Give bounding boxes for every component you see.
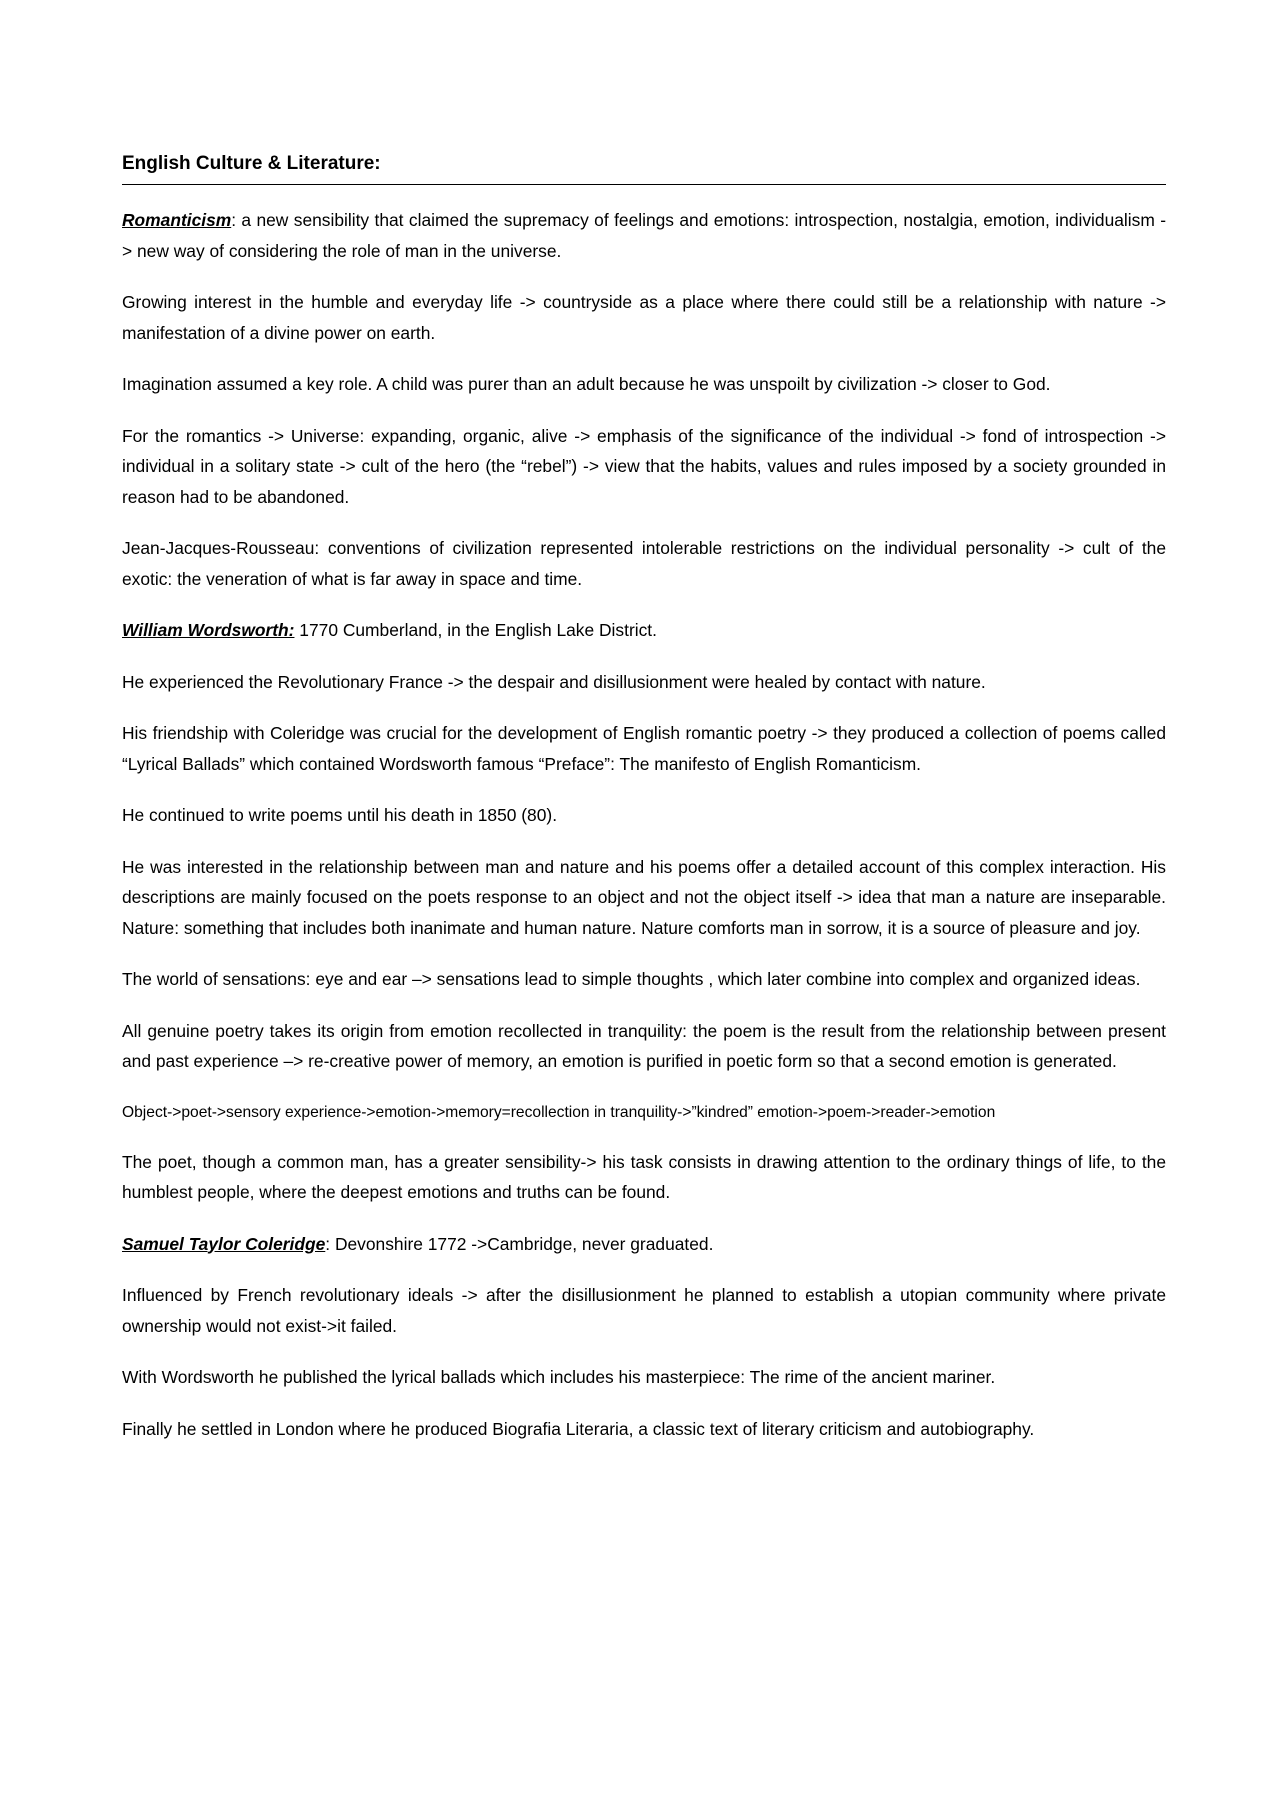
- paragraph: For the romantics -> Universe: expanding, organic, alive -> emphasis of the significance of the individual -> fond of introspection -> individual in a solitary state -> cult of the hero (the “rebel”) -> view that the habits, values and rules imposed by a society grounded in reason had to be abandoned.: [122, 425, 1166, 507]
- paragraph-text: 1770 Cumberland, in the English Lake District.: [294, 620, 657, 640]
- paragraph: He was interested in the relationship between man and nature and his poems offer a detailed account of this complex interaction. His descriptions are mainly focused on the poets response to an object and not the object itself -> idea that man a nature are inseparable. Nature: something that includes both inanimate and human nature. Nature comforts man in sorrow, it is a source of pleasure and joy.: [122, 856, 1166, 938]
- term-william-wordsworth: William Wordsworth:: [122, 620, 295, 640]
- paragraph: Influenced by French revolutionary ideals -> after the disillusionment he planned to establish a utopian community where private ownership would not exist->it failed.: [122, 1285, 1166, 1336]
- paragraph: His friendship with Coleridge was crucial for the development of English romantic poetry -> they produced a collection of poems called “Lyrical Ballads” which contained Wordsworth famous “Preface”: The manifesto of English Romanticism.: [122, 723, 1166, 774]
- term-samuel-taylor-coleridge: Samuel Taylor Coleridge: [122, 1233, 326, 1254]
- paragraph: The poet, though a common man, has a greater sensibility-> his task consists in drawing attention to the ordinary things of life, to the humblest people, where the deepest emotions and truths can be found.: [122, 1151, 1166, 1202]
- term-romanticism: Romanticism: [122, 210, 232, 230]
- document-page: [122, 150, 1166, 1465]
- paragraph: Jean-Jacques-Rousseau: conventions of civilization represented intolerable restrictions on the individual personality -> cult of the exotic: the veneration of what is far away in space and time.: [122, 538, 1166, 589]
- paragraph-text: : a new sensibility that claimed the supremacy of feelings and emotions: introspection, nostalgia, emotion, individualism -> new way of considering the role of man in the universe.: [122, 210, 1166, 261]
- paragraph: He continued to write poems until his death in 1850 (80).: [122, 805, 558, 825]
- paragraph: All genuine poetry takes its origin from emotion recollected in tranquility: the poem is the result from the relationship between present and past experience –> re-creative power of memory, an emotion is purified in poetic form so that a second emotion is generated.: [122, 1020, 1166, 1071]
- paragraph: With Wordsworth he published the lyrical ballads which includes his masterpiece: The rime of the ancient mariner.: [122, 1367, 996, 1387]
- paragraph-wordsworth: [122, 615, 1166, 646]
- paragraph-coleridge: [122, 1229, 1166, 1260]
- document-title: English Culture & Literature:: [122, 150, 1166, 185]
- paragraph: The world of sensations: eye and ear –> sensations lead to simple thoughts , which later combine into complex and organized ideas.: [122, 969, 1141, 989]
- paragraph: Imagination assumed a key role. A child was purer than an adult because he was unspoilt by civilization -> closer to God.: [122, 374, 1051, 394]
- paragraph-text: : Devonshire 1772 ->Cambridge, never graduated.: [325, 1233, 714, 1254]
- paragraph-flow-chain: Object->poet->sensory experience->emotion->memory=recollection in tranquility->”kindred” emotion->poem->reader->emotion: [122, 1103, 996, 1121]
- paragraph: Growing interest in the humble and everyday life -> countryside as a place where there could still be a relationship with nature -> manifestation of a divine power on earth.: [122, 292, 1166, 343]
- paragraph: He experienced the Revolutionary France -> the despair and disillusionment were healed by contact with nature.: [122, 671, 986, 692]
- paragraph: Finally he settled in London where he produced Biografia Literaria, a classic text of literary criticism and autobiography.: [122, 1418, 1035, 1439]
- paragraph-romanticism: [122, 205, 1166, 266]
